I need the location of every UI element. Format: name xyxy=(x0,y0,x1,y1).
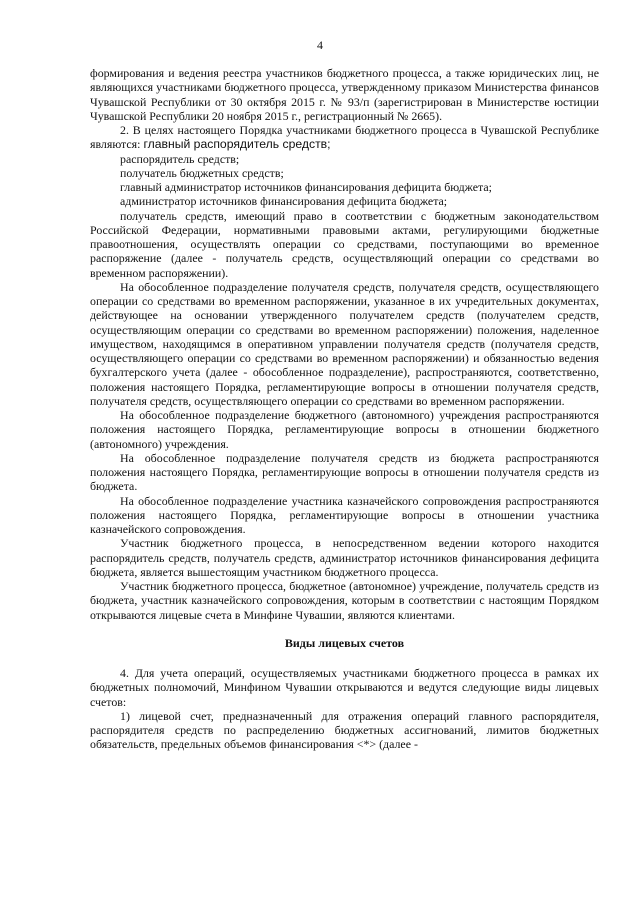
document-body xyxy=(90,66,599,752)
list-item: получатель бюджетных средств; xyxy=(120,165,284,180)
paragraph-recipient: получатель средств, имеющий право в соответствии с бюджетным законодательством Российской Федерации, нормативными правовыми актами, регулирующими бюджетные правоотношения, осуществлять операции со средствами, поступающими во временное распоряжение (далее - получатель средств, осуществляющий операции со средствами во временном распоряжении). xyxy=(90,208,599,280)
paragraph-2 xyxy=(90,123,599,152)
paragraph-4-item-1: 1) лицевой счет, предназначенный для отражения операций главного распорядителя, распорядителя средств по распределению бюджетных ассигнований, лимитов бюджетных обязательств, предельных объемов финансирования <*> (далее - xyxy=(90,708,599,752)
paragraph-superior-participant: Участник бюджетного процесса, в непосредственном ведении которого находится распорядитель средств, получатель средств, администратор источников финансирования дефицита бюджета, является вышестоящим участником бюджетного процесса. xyxy=(90,536,599,579)
paragraph-branch-recipient: На обособленное подразделение получателя средств, получателя средств, осуществляющего операции со средствами во временном распоряжении, указанное в их учредительных документах, действующее на основании утвержденного получателем средств (получателем средств, осуществляющим операции со средствами во временном распоряжении) положения, наделенное имуществом, находящимся в оперативном управлении получателя средств (получателя средств, осуществляющего операции со средствами во временном распоряжении) и обязанностью ведения бухгалтерского учета (далее - обособленное подразделение), распространяются, соответственно, положения настоящего Порядка, регламентирующие вопросы в отношении получателя средств, получателя средств, осуществляющего операции со средствами во временном распоряжении. xyxy=(90,279,599,408)
first-participant-item: главный распорядитель средств; xyxy=(143,137,331,152)
paragraph-branch-institution: На обособленное подразделение бюджетного (автономного) учреждения распространяются положения настоящего Порядка, регламентирующие вопросы в отношении бюджетного (автономного) учреждения. xyxy=(90,408,599,451)
list-item: главный администратор источников финансирования дефицита бюджета; xyxy=(120,180,492,194)
paragraph-clients: Участник бюджетного процесса, бюджетное (автономное) учреждение, получатель средств из бюджета, участник казначейского сопровождения, которым в соответствии с настоящим Порядком открываются лицевые счета в Минфине Чувашии, являются клиентами. xyxy=(90,579,599,622)
list-item: администратор источников финансирования дефицита бюджета; xyxy=(120,194,448,209)
paragraph-2-text: 2. В целях настоящего Порядка участниками бюджетного процесса в Чувашской Республике являются: xyxy=(90,123,599,152)
paragraph-branch-treasury-participant: На обособленное подразделение участника казначейского сопровождения распространяются положения настоящего Порядка, регламентирующие вопросы в отношении участника казначейского сопровождения. xyxy=(90,493,599,536)
paragraph-intro: формирования и ведения реестра участников бюджетного процесса, а также юридических лиц, не являющихся участниками бюджетного процесса, утвержденному приказом Министерства финансов Чувашской Республики от 30 октября 2015 г. № 93/п (зарегистрирован в Министерстве юстиции Чувашской Республики 20 ноября 2015 г., регистрационный № 2665). xyxy=(90,66,599,123)
page-number: 4 xyxy=(317,38,323,52)
paragraph-4: 4. Для учета операций, осуществляемых участниками бюджетного процесса в рамках их бюджетных полномочий, Минфином Чувашии открываются и ведутся следующие виды лицевых счетов: xyxy=(90,666,599,709)
paragraph-branch-budget-recipient: На обособленное подразделение получателя средств из бюджета распространяются положения настоящего Порядка, регламентирующие вопросы в отношении получателя средств из бюджета. xyxy=(90,450,599,494)
list-item: распорядитель средств; xyxy=(120,151,240,166)
section-heading: Виды лицевых счетов xyxy=(284,635,405,650)
